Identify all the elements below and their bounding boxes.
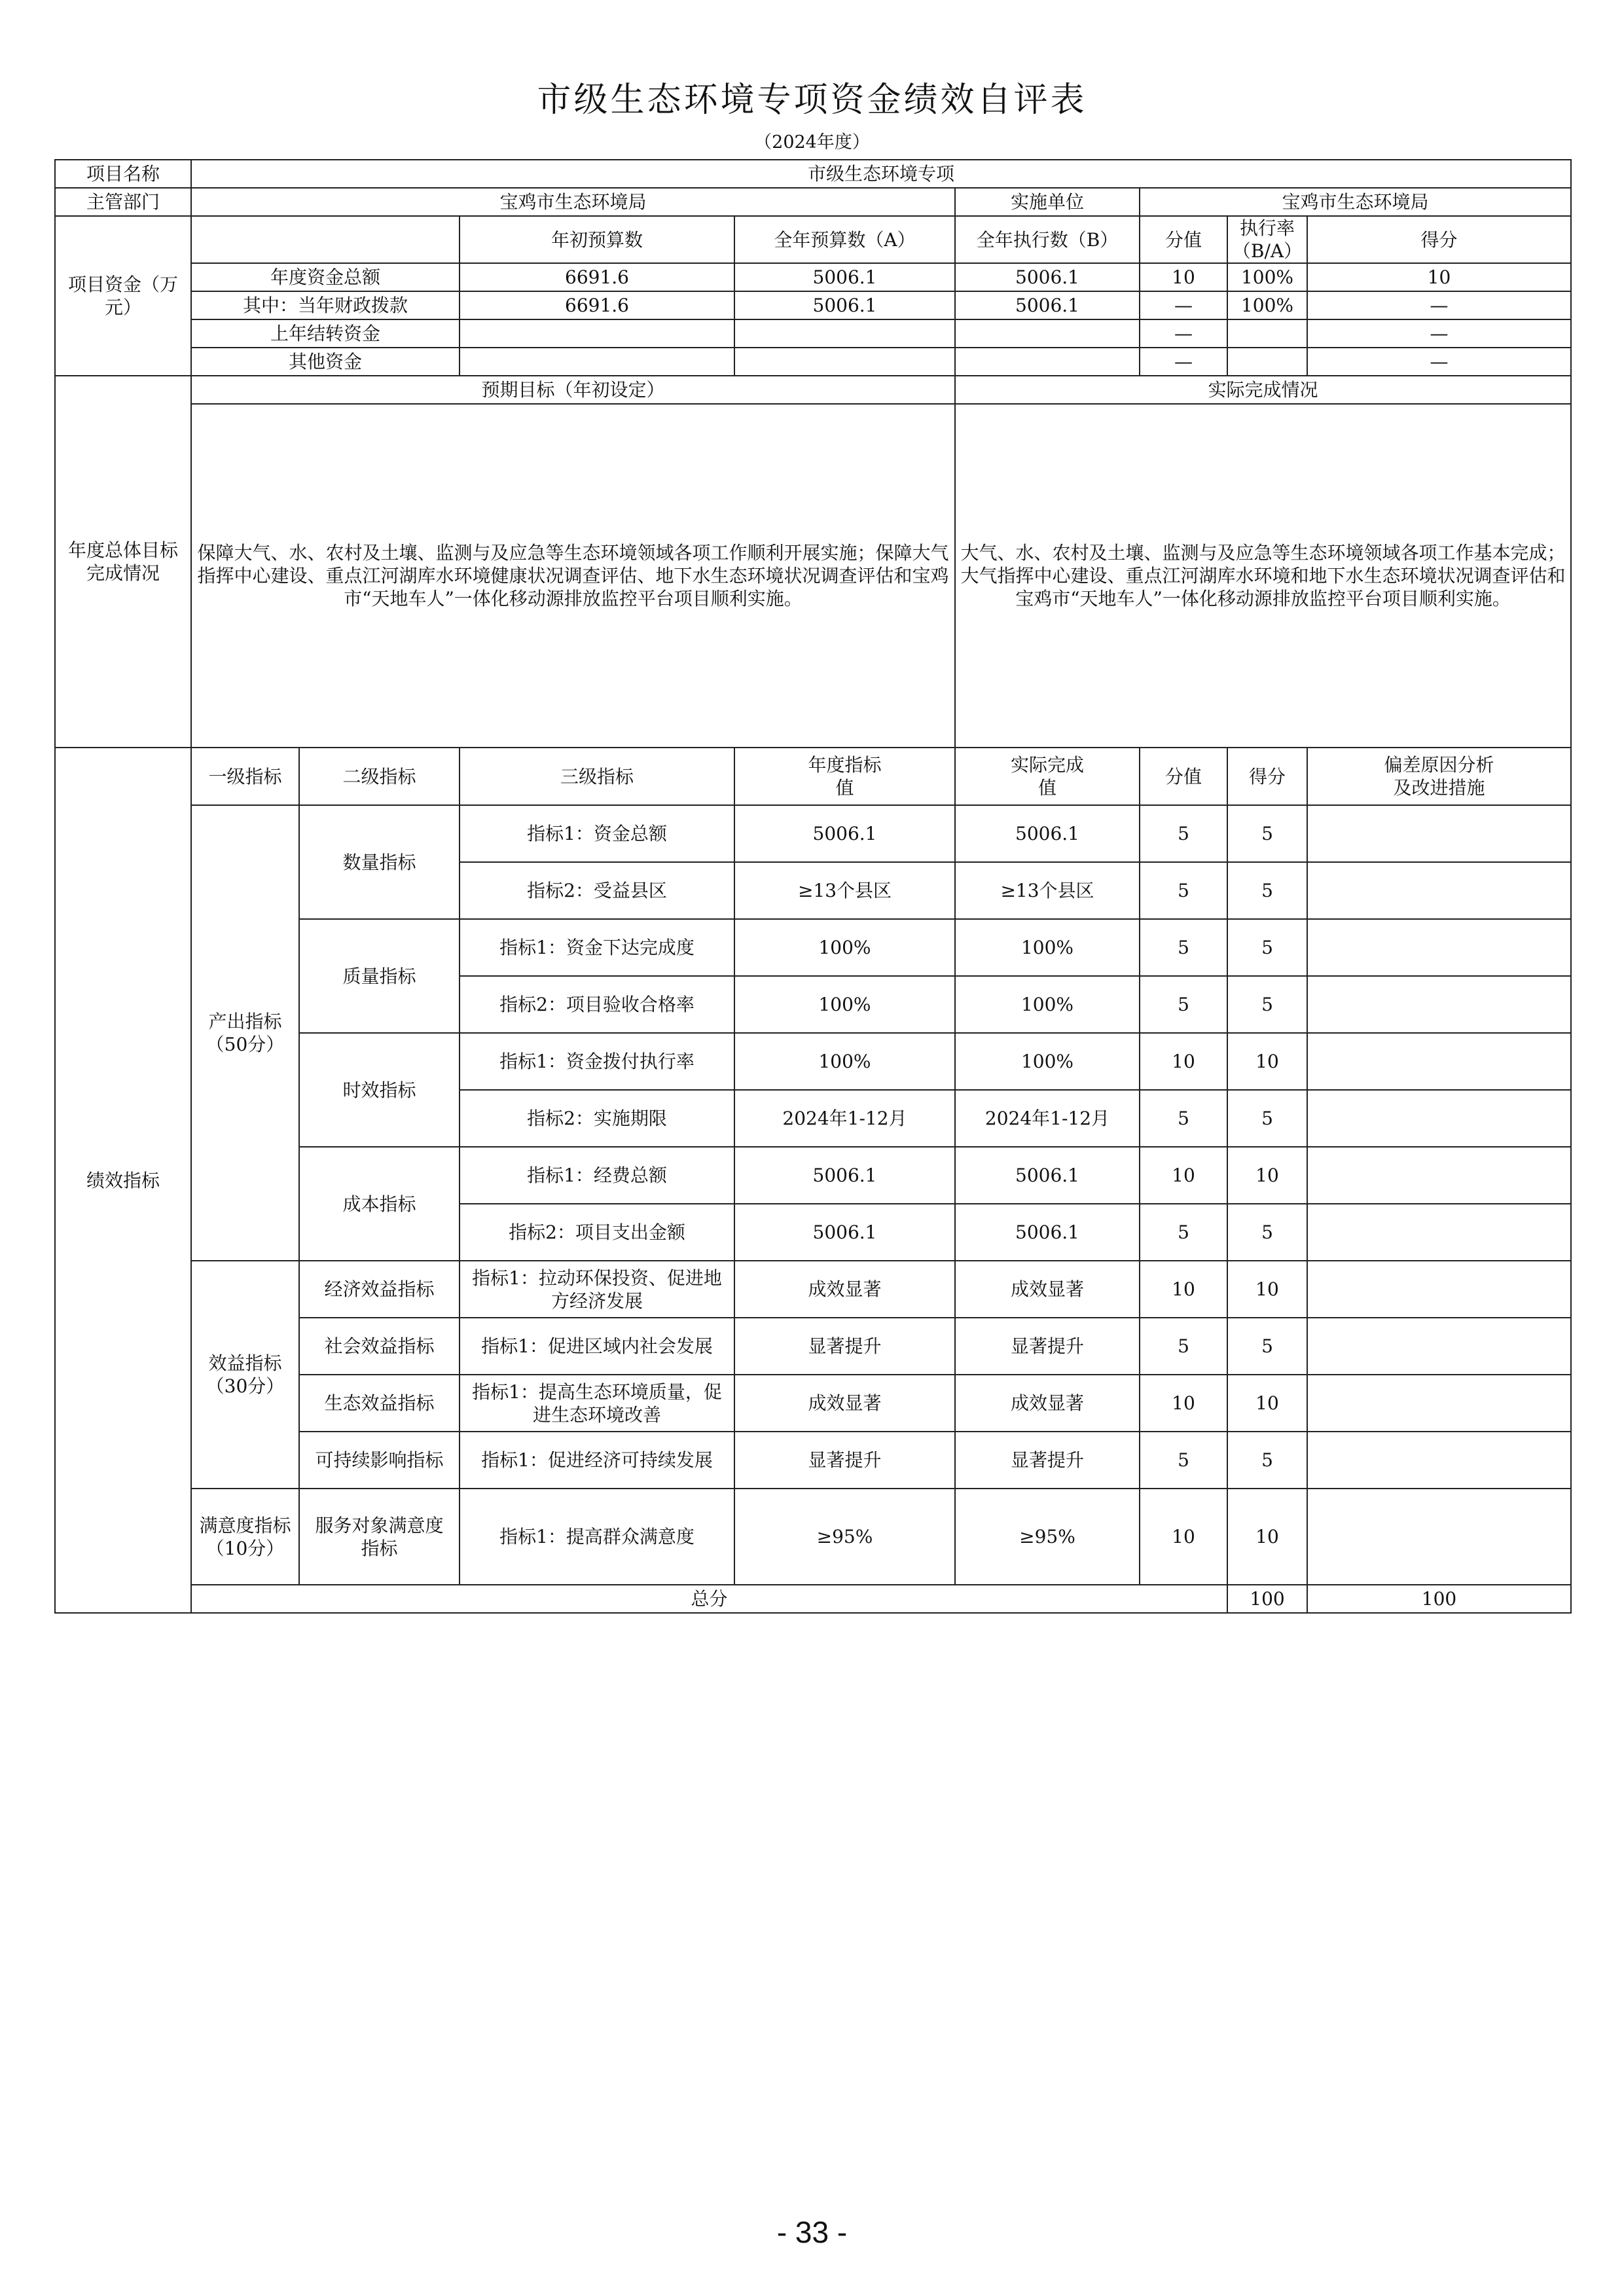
goals-actual-text: 大气、水、农村及土壤、监测与及应急等生态环境领域各项工作基本完成；大气指挥中心建设、重点江河湖库水环境和地下水生态环境状况调查评估和宝鸡市“天地车人”一体化移动源排放监控平台项目顺利实施。	[955, 404, 1571, 748]
goals-header-row	[55, 376, 1571, 404]
indicator-actual: 100%	[955, 1033, 1140, 1090]
indicator-score-value: 5	[1140, 919, 1227, 976]
funds-label: 项目资金（万元）	[55, 216, 191, 376]
funds-cell: 5006.1	[734, 291, 955, 319]
indicator-name: 指标1：促进经济可持续发展	[460, 1432, 734, 1489]
indicator-actual: ≥13个县区	[955, 862, 1140, 919]
output-group-quantity: 数量指标	[299, 805, 460, 919]
funds-cell: 5006.1	[955, 263, 1140, 291]
indicator-score: 5	[1227, 919, 1307, 976]
funds-header-score-value: 分值	[1140, 216, 1227, 263]
indicator-score: 5	[1227, 1432, 1307, 1489]
goals-actual-header: 实际完成情况	[955, 376, 1571, 404]
funds-row	[55, 348, 1571, 376]
funds-row	[55, 291, 1571, 319]
indicator-target: 5006.1	[734, 805, 955, 862]
funds-cell	[955, 319, 1140, 348]
indicator-score: 10	[1227, 1033, 1307, 1090]
header-score: 得分	[1227, 748, 1307, 805]
goals-text-row	[55, 404, 1571, 748]
year-subtitle: （2024年度）	[754, 132, 870, 153]
indicator-score-value: 10	[1140, 1147, 1227, 1204]
funds-row	[55, 319, 1571, 348]
indicator-actual: 5006.1	[955, 805, 1140, 862]
indicator-name: 指标1：拉动环保投资、促进地方经济发展	[460, 1261, 734, 1318]
indicator-target: 显著提升	[734, 1432, 955, 1489]
indicator-target: 成效显著	[734, 1375, 955, 1432]
indicator-score-value: 5	[1140, 976, 1227, 1033]
indicator-score: 10	[1227, 1375, 1307, 1432]
funds-cell: 100%	[1227, 291, 1307, 319]
benefit-label: 效益指标（30分）	[191, 1261, 299, 1489]
indicator-score: 5	[1227, 976, 1307, 1033]
funds-cell: —	[1307, 291, 1571, 319]
funds-cell	[734, 348, 955, 376]
implementer-value: 宝鸡市生态环境局	[1140, 188, 1571, 216]
funds-cell: 6691.6	[460, 291, 734, 319]
total-score: 100	[1307, 1585, 1571, 1613]
indicator-row	[55, 1489, 1571, 1585]
indicator-actual: 100%	[955, 976, 1140, 1033]
indicator-deviation	[1307, 1375, 1571, 1432]
indicator-score-value: 10	[1140, 1033, 1227, 1090]
indicator-deviation	[1307, 1261, 1571, 1318]
total-label: 总分	[191, 1585, 1227, 1613]
indicator-name: 指标1：资金拨付执行率	[460, 1033, 734, 1090]
indicator-name: 指标1：促进区域内社会发展	[460, 1318, 734, 1375]
header-score-value: 分值	[1140, 748, 1227, 805]
indicator-name: 指标1：提高群众满意度	[460, 1489, 734, 1585]
indicator-deviation	[1307, 1432, 1571, 1489]
indicator-deviation	[1307, 805, 1571, 862]
indicator-actual: 成效显著	[955, 1375, 1140, 1432]
benefit-group-ecological: 生态效益指标	[299, 1375, 460, 1432]
indicator-score: 10	[1227, 1261, 1307, 1318]
indicator-score: 5	[1227, 862, 1307, 919]
satisfaction-label: 满意度指标（10分）	[191, 1489, 299, 1585]
funds-cell: 10	[1140, 263, 1227, 291]
indicator-deviation	[1307, 1147, 1571, 1204]
output-label: 产出指标（50分）	[191, 805, 299, 1261]
funds-row-label: 年度资金总额	[191, 263, 460, 291]
total-row	[55, 1585, 1571, 1613]
indicator-score-value: 10	[1140, 1261, 1227, 1318]
indicator-name: 指标2：实施期限	[460, 1090, 734, 1147]
indicator-name: 指标2：受益县区	[460, 862, 734, 919]
satisfaction-group: 服务对象满意度指标	[299, 1489, 460, 1585]
indicator-score: 10	[1227, 1489, 1307, 1585]
indicator-deviation	[1307, 1090, 1571, 1147]
indicator-score-value: 10	[1140, 1489, 1227, 1585]
indicator-deviation	[1307, 862, 1571, 919]
indicator-deviation	[1307, 1489, 1571, 1585]
department-row	[55, 188, 1571, 216]
funds-header-row	[55, 216, 1571, 263]
indicator-deviation	[1307, 919, 1571, 976]
indicator-target: 5006.1	[734, 1147, 955, 1204]
funds-header-annual: 全年预算数（A）	[734, 216, 955, 263]
output-group-cost: 成本指标	[299, 1147, 460, 1261]
indicator-name: 指标2：项目验收合格率	[460, 976, 734, 1033]
indicator-target: 100%	[734, 919, 955, 976]
project-name-label: 项目名称	[55, 160, 191, 188]
funds-cell: 100%	[1227, 263, 1307, 291]
department-value: 宝鸡市生态环境局	[191, 188, 955, 216]
indicator-score-value: 5	[1140, 1432, 1227, 1489]
indicator-target: 5006.1	[734, 1204, 955, 1261]
funds-cell: 5006.1	[955, 291, 1140, 319]
indicator-target: ≥95%	[734, 1489, 955, 1585]
indicator-score-value: 5	[1140, 862, 1227, 919]
benefit-group-economic: 经济效益指标	[299, 1261, 460, 1318]
indicator-deviation	[1307, 976, 1571, 1033]
indicator-actual: ≥95%	[955, 1489, 1140, 1585]
funds-cell	[955, 348, 1140, 376]
indicator-name: 指标1：资金下达完成度	[460, 919, 734, 976]
funds-header-executed: 全年执行数（B）	[955, 216, 1140, 263]
indicator-actual: 显著提升	[955, 1432, 1140, 1489]
department-label: 主管部门	[55, 188, 191, 216]
indicator-target: 100%	[734, 976, 955, 1033]
funds-header-score: 得分	[1307, 216, 1571, 263]
indicator-row	[55, 805, 1571, 862]
funds-cell: —	[1140, 291, 1227, 319]
benefit-group-social: 社会效益指标	[299, 1318, 460, 1375]
indicator-actual: 2024年1-12月	[955, 1090, 1140, 1147]
funds-row-label: 其他资金	[191, 348, 460, 376]
implementer-label: 实施单位	[955, 188, 1140, 216]
goals-expected-header: 预期目标（年初设定）	[191, 376, 955, 404]
indicator-target: 显著提升	[734, 1318, 955, 1375]
indicator-score: 5	[1227, 805, 1307, 862]
indicator-score-value: 5	[1140, 1318, 1227, 1375]
funds-header-rate: 执行率（B/A）	[1227, 216, 1307, 263]
benefit-group-sustainable: 可持续影响指标	[299, 1432, 460, 1489]
indicator-row	[55, 1261, 1571, 1318]
project-name-value: 市级生态环境专项	[191, 160, 1571, 188]
indicator-name: 指标1：资金总额	[460, 805, 734, 862]
funds-cell	[1227, 348, 1307, 376]
header-level1: 一级指标	[191, 748, 299, 805]
indicator-score: 5	[1227, 1318, 1307, 1375]
indicator-actual: 成效显著	[955, 1261, 1140, 1318]
indicator-name: 指标1：经费总额	[460, 1147, 734, 1204]
funds-cell: —	[1307, 319, 1571, 348]
indicator-target: 100%	[734, 1033, 955, 1090]
performance-label: 绩效指标	[55, 748, 191, 1613]
indicator-name: 指标2：项目支出金额	[460, 1204, 734, 1261]
output-group-quality: 质量指标	[299, 919, 460, 1033]
indicator-name: 指标1：提高生态环境质量，促进生态环境改善	[460, 1375, 734, 1432]
funds-cell: —	[1140, 348, 1227, 376]
funds-cell: 5006.1	[734, 263, 955, 291]
funds-row	[55, 263, 1571, 291]
funds-cell	[734, 319, 955, 348]
funds-header-initial: 年初预算数	[460, 216, 734, 263]
self-evaluation-table	[54, 159, 1572, 1614]
indicator-actual: 5006.1	[955, 1147, 1140, 1204]
total-score-value: 100	[1227, 1585, 1307, 1613]
funds-cell: —	[1140, 319, 1227, 348]
goals-label: 年度总体目标完成情况	[55, 376, 191, 748]
indicator-actual: 显著提升	[955, 1318, 1140, 1375]
funds-cell: 10	[1307, 263, 1571, 291]
indicator-score-value: 5	[1140, 1090, 1227, 1147]
indicator-score-value: 10	[1140, 1375, 1227, 1432]
indicator-score: 10	[1227, 1147, 1307, 1204]
funds-cell	[1227, 319, 1307, 348]
header-deviation: 偏差原因分析及改进措施	[1307, 748, 1571, 805]
indicator-deviation	[1307, 1318, 1571, 1375]
header-target: 年度指标值	[734, 748, 955, 805]
project-name-row	[55, 160, 1571, 188]
indicator-target: 成效显著	[734, 1261, 955, 1318]
output-group-timeliness: 时效指标	[299, 1033, 460, 1147]
performance-header-row	[55, 748, 1571, 805]
page-title: 市级生态环境专项资金绩效自评表	[537, 81, 1087, 120]
header-level3: 三级指标	[460, 748, 734, 805]
funds-row-label: 其中：当年财政拨款	[191, 291, 460, 319]
indicator-score-value: 5	[1140, 805, 1227, 862]
indicator-actual: 100%	[955, 919, 1140, 976]
indicator-deviation	[1307, 1033, 1571, 1090]
indicator-actual: 5006.1	[955, 1204, 1140, 1261]
funds-cell	[460, 348, 734, 376]
indicator-score: 5	[1227, 1090, 1307, 1147]
indicator-score-value: 5	[1140, 1204, 1227, 1261]
header-actual: 实际完成值	[955, 748, 1140, 805]
indicator-score: 5	[1227, 1204, 1307, 1261]
goals-expected-text: 保障大气、水、农村及土壤、监测与及应急等生态环境领域各项工作顺利开展实施；保障大气指挥中心建设、重点江河湖库水环境健康状况调查评估、地下水生态环境状况调查评估和宝鸡市“天地车人”一体化移动源排放监控平台项目顺利实施。	[191, 404, 955, 748]
indicator-target: ≥13个县区	[734, 862, 955, 919]
indicator-deviation	[1307, 1204, 1571, 1261]
funds-cell: —	[1307, 348, 1571, 376]
funds-cell: 6691.6	[460, 263, 734, 291]
page-number: - 33 -	[776, 2215, 848, 2249]
funds-cell	[460, 319, 734, 348]
indicator-target: 2024年1-12月	[734, 1090, 955, 1147]
header-level2: 二级指标	[299, 748, 460, 805]
funds-row-label: 上年结转资金	[191, 319, 460, 348]
